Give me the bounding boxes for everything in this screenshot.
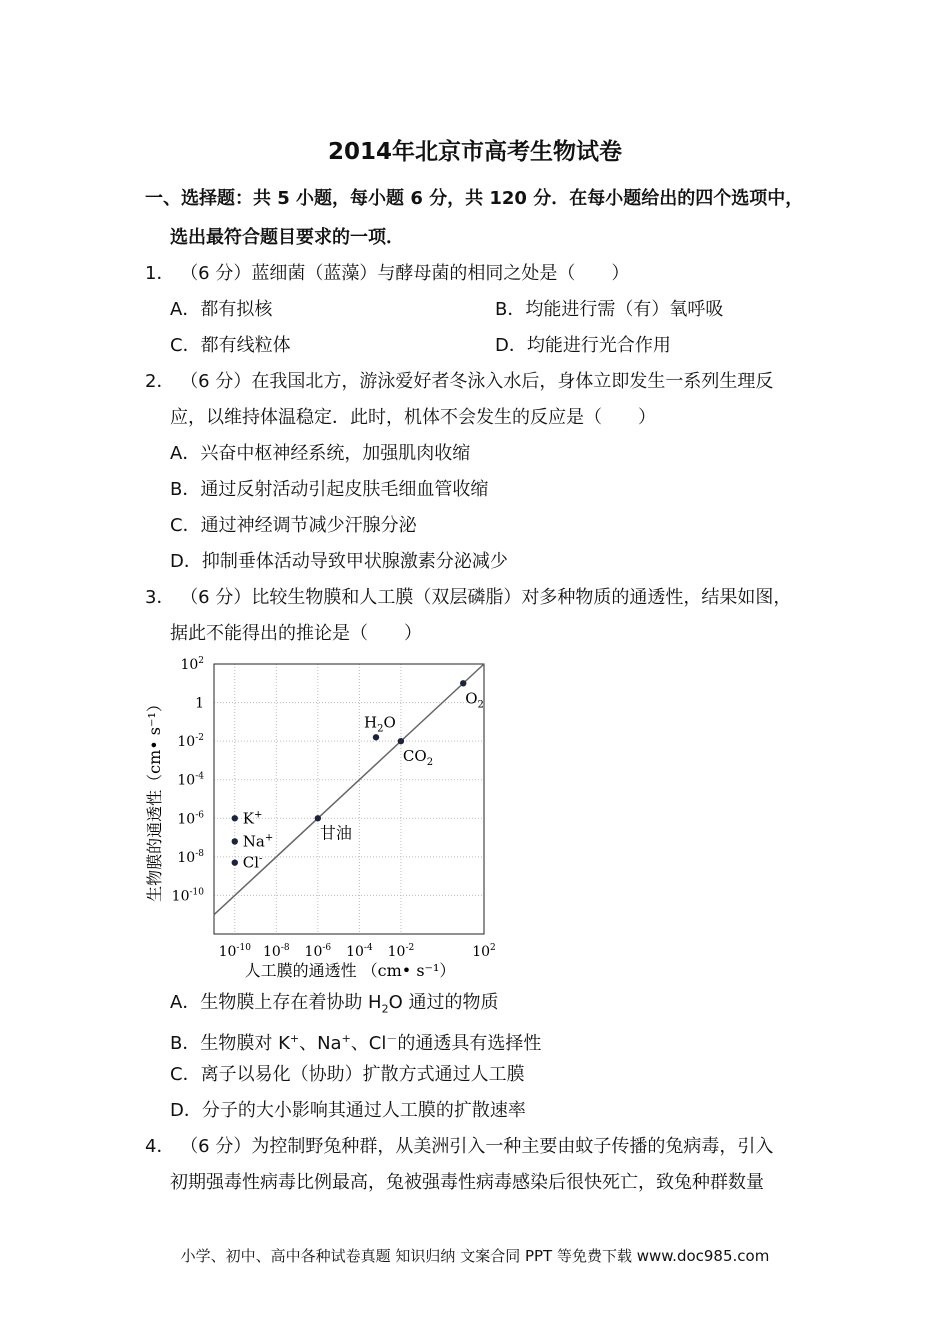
superscript: － — [386, 1032, 398, 1045]
x-tick-labels — [219, 943, 496, 960]
page-title: 2014年北京市高考生物试卷 — [327, 139, 622, 165]
chart-grid — [214, 664, 484, 934]
question-stem-cont: 初期强毒性病毒比例最高，兔被强毒性病毒感染后很快死亡，致兔种群数量 — [170, 1172, 764, 1193]
question-stem: （6 分）为控制野兔种群，从美洲引入一种主要由蚊子传播的兔病毒，引入 — [180, 1136, 774, 1157]
question-number: 4． — [145, 1136, 175, 1157]
data-point-label: $O_2$ — [465, 689, 484, 711]
y-tick-label: $10^{-10}$ — [171, 887, 204, 905]
data-point-label: $H_2O$ — [364, 713, 396, 735]
permeability-scatter-chart — [140, 652, 510, 992]
question-stem: （6 分）在我国北方，游泳爱好者冬泳入水后，身体立即发生一系列生理反 — [180, 371, 774, 392]
plot-frame — [214, 664, 484, 934]
section-heading-cont: 选出最符合题目要求的一项． — [170, 227, 404, 248]
subscript: 2 — [381, 1002, 389, 1016]
reference-line-y-equals-x — [214, 664, 484, 915]
q3-option-c: C．离子以易化（协助）扩散方式通过人工膜 — [170, 1064, 525, 1085]
y-axis-label: 生物膜的通透性（cm• s⁻¹） — [145, 696, 164, 902]
option-text: 的通透具有选择性 — [397, 1033, 542, 1054]
question-stem: （6 分）蓝细菌（蓝藻）与酵母菌的相同之处是（ ） — [180, 263, 630, 284]
question-2 — [145, 369, 773, 395]
question-1 — [145, 261, 629, 287]
question-number: 3． — [145, 587, 175, 608]
y-tick-label: $10^{-2}$ — [177, 733, 204, 751]
x-tick-label: $10^2$ — [472, 943, 496, 960]
data-point — [232, 859, 238, 865]
data-point — [373, 734, 379, 740]
option-text: 、Na — [299, 1033, 342, 1054]
x-tick-label: $10^{-10}$ — [218, 943, 251, 960]
y-tick-label: $10^{-4}$ — [177, 771, 204, 789]
q2-option-c: C．通过神经调节减少汗腺分泌 — [170, 515, 417, 536]
q2-option-b: B．通过反射活动引起皮肤毛细血管收缩 — [170, 479, 489, 500]
x-tick-label: $10^{-2}$ — [387, 943, 415, 960]
superscript: + — [289, 1032, 300, 1045]
data-point-label: Na+ — [242, 832, 274, 851]
x-tick-label: $10^{-4}$ — [346, 943, 373, 960]
data-points — [232, 680, 484, 872]
option-text: B．生物膜对 K — [170, 1033, 290, 1054]
data-point-label: 甘油 — [319, 823, 352, 843]
question-stem-cont: 应，以维持体温稳定．此时，机体不会发生的反应是（ ） — [170, 407, 656, 428]
footer: 小学、初中、高中各种试卷真题 知识归纳 文案合同 PPT 等免费下载 www.doc985.com — [180, 1247, 770, 1265]
q1-option-a: A．都有拟核 — [170, 299, 273, 320]
q2-option-a: A．兴奋中枢神经系统，加强肌肉收缩 — [170, 443, 471, 464]
data-point — [398, 738, 404, 744]
data-point — [232, 838, 238, 844]
y-tick-label: $10^{-8}$ — [177, 848, 204, 866]
y-tick-label: $10^{-6}$ — [177, 810, 204, 828]
question-number: 2． — [145, 371, 175, 392]
q1-option-c: C．都有线粒体 — [170, 335, 291, 356]
question-number: 1． — [145, 263, 175, 284]
question-4 — [145, 1134, 773, 1160]
q1-option-b: B．均能进行需（有）氧呼吸 — [495, 299, 724, 320]
data-point-label: $CO_2$ — [402, 747, 434, 769]
x-tick-label: $10^{-8}$ — [263, 943, 290, 960]
section-heading: 一、选择题：共 5 小题，每小题 6 分，共 120 分．在每小题给出的四个选项中， — [145, 188, 804, 209]
data-point — [232, 815, 238, 821]
data-point — [460, 680, 466, 686]
option-text: A．生物膜上存在着协助 H — [170, 992, 382, 1013]
x-tick-label: $10^{-6}$ — [304, 943, 332, 960]
data-point-label: Cl- — [242, 853, 263, 872]
question-stem-cont: 据此不能得出的推论是（ ） — [170, 623, 422, 644]
q3-option-d: D．分子的大小影响其通过人工膜的扩散速率 — [170, 1100, 526, 1121]
option-text: O 通过的物质 — [388, 992, 499, 1013]
superscript: + — [341, 1032, 351, 1045]
q2-option-d: D．抑制垂体活动导致甲状腺激素分泌减少 — [170, 551, 508, 572]
y-tick-label: 1 — [195, 695, 204, 712]
question-3 — [145, 585, 791, 611]
y-tick-labels — [172, 656, 205, 904]
x-axis-label: 人工膜的通透性 （cm• s⁻¹） — [244, 961, 456, 980]
data-point-label: K+ — [242, 809, 263, 828]
data-point — [315, 815, 321, 821]
q1-option-d: D．均能进行光合作用 — [495, 335, 671, 356]
option-text: 、Cl — [350, 1033, 387, 1054]
question-stem: （6 分）比较生物膜和人工膜（双层磷脂）对多种物质的通透性，结果如图， — [180, 587, 792, 608]
q3-option-a — [170, 990, 498, 1023]
y-tick-label: $10^2$ — [180, 656, 204, 673]
q3-option-b — [170, 1026, 541, 1057]
